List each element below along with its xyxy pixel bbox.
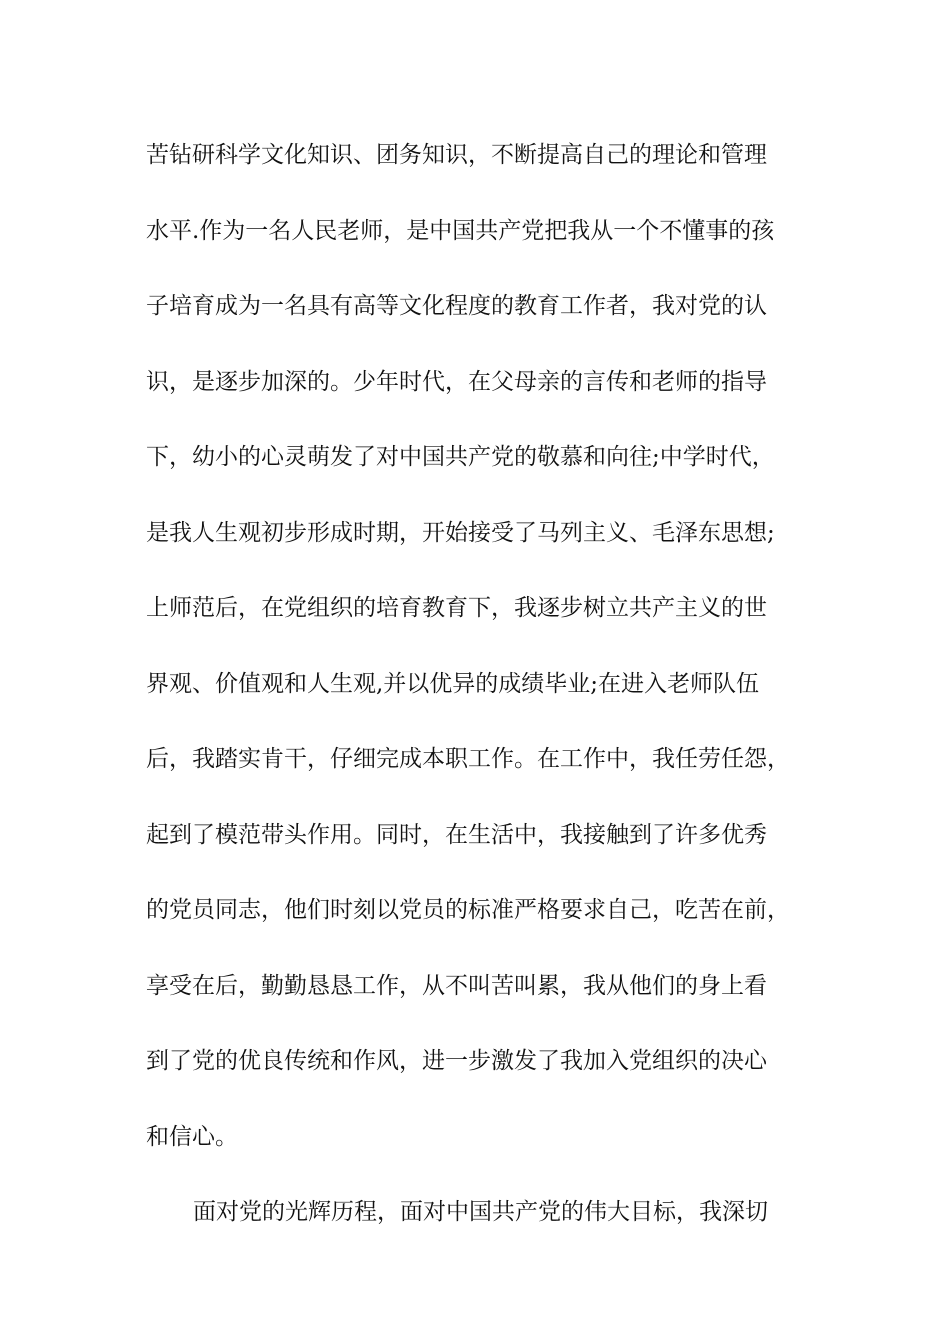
text-line: 识，是逐步加深的。少年时代，在父母亲的言传和老师的指导 [146,368,767,395]
paragraph-2 [146,1189,846,1265]
text-line: 苦钻研科学文化知识、团务知识，不断提高自己的理论和管理 [146,142,767,168]
document-body [146,132,846,1265]
text-line: 下，幼小的心灵萌发了对中国共产党的敬慕和向往;中学时代， [146,444,775,470]
text-line: 面对党的光辉历程，面对中国共产党的伟大目标，我深切 [193,1199,768,1225]
text-line: 子培育成为一名具有高等文化程度的教育工作者，我对党的认 [146,293,767,319]
text-line: 后，我踏实肯干，仔细完成本职工作。在工作中，我任劳任怨， [146,746,790,772]
paragraph-1 [146,132,846,1189]
text-line: 界观、价值观和人生观,并以优异的成绩毕业;在进入老师队伍 [146,670,760,697]
text-line: 起到了模范带头作用。同时，在生活中，我接触到了许多优秀 [146,821,767,848]
text-line: 和信心。 [146,1123,238,1150]
text-line: 享受在后，勤勤恳恳工作，从不叫苦叫累，我从他们的身上看 [146,972,767,999]
text-line: 的党员同志，他们时刻以党员的标准严格要求自己，吃苦在前， [146,897,790,923]
text-line: 到了党的优良传统和作风，进一步激发了我加入党组织的决心 [146,1048,767,1074]
text-line: 是我人生观初步形成时期，开始接受了马列主义、毛泽东思想; [146,519,775,546]
text-line: 水平.作为一名人民老师，是中国共产党把我从一个不懂事的孩 [146,217,775,244]
text-line: 上师范后，在党组织的培育教育下，我逐步树立共产主义的世 [146,595,767,621]
